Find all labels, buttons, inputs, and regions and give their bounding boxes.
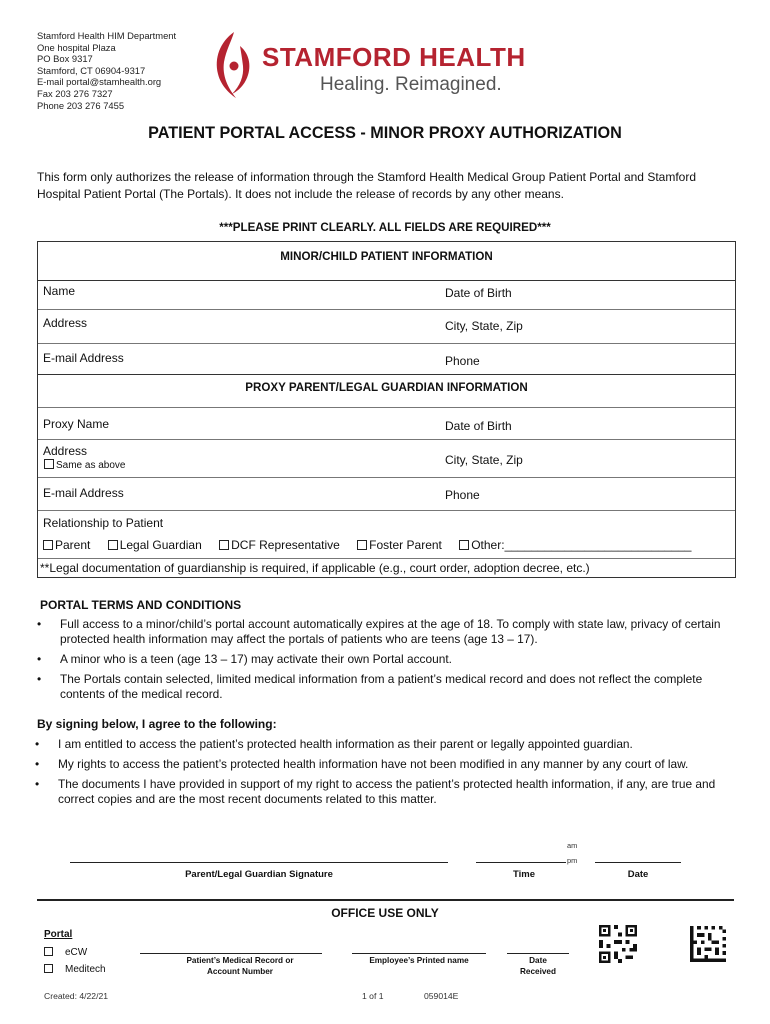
relationship-option-legal-guardian[interactable]	[108, 538, 202, 552]
mrn-line[interactable]	[140, 953, 322, 954]
relationship-option-other[interactable]	[459, 538, 691, 552]
page-number: 1 of 1	[362, 991, 384, 1001]
relationship-option-parent[interactable]	[43, 538, 90, 552]
intro-text: This form only authorizes the release of information through the Stamford Health Medical Group Patient Portal and Stamford Hospital Patient Portal (The Portals). It does not include the release of records by any other means.	[37, 170, 697, 201]
other-checkbox[interactable]	[459, 540, 469, 550]
logo-mark-icon	[210, 28, 258, 100]
address-line: Fax 203 276 7327	[37, 87, 113, 99]
minor-dob-field[interactable]: Date of Birth	[445, 286, 512, 300]
date-received-label-line: Received	[520, 967, 556, 976]
information-box	[37, 241, 736, 578]
relationship-options	[43, 538, 691, 552]
list-item: • My rights to access the patient’s protected health information have not been modified in any manner by any court of law.	[35, 757, 735, 772]
terms-list	[37, 617, 735, 707]
date-received-label-line: Date	[529, 956, 547, 965]
mrn-label-line: Patient’s Medical Record or	[186, 956, 294, 965]
meditech-checkbox[interactable]	[44, 964, 53, 973]
date-label: Date	[627, 869, 649, 880]
proxy-dob-field[interactable]: Date of Birth	[445, 419, 512, 433]
foster-parent-checkbox[interactable]	[357, 540, 367, 550]
relationship-option-foster-parent[interactable]	[357, 538, 442, 552]
parent-checkbox[interactable]	[43, 540, 53, 550]
employee-line[interactable]	[352, 953, 486, 954]
minor-email-field[interactable]: E-mail Address	[43, 351, 124, 365]
dcf-checkbox[interactable]	[219, 540, 229, 550]
proxy-address-field[interactable]: Address	[43, 444, 88, 458]
mrn-label-line: Account Number	[207, 967, 273, 976]
list-item: • I am entitled to access the patient’s protected health information as their parent or legally appointed guardian.	[35, 737, 735, 752]
minor-section-heading: MINOR/CHILD PATIENT INFORMATION	[280, 250, 493, 263]
list-item: • The documents I have provided in support of my right to access the patient’s protected health information, if any, are true and correct copies and are the most recent documents related to this matter.	[35, 777, 735, 807]
portal-option-meditech[interactable]	[44, 964, 106, 975]
terms-heading: PORTAL TERMS AND CONDITIONS	[40, 598, 242, 612]
signature-line[interactable]	[70, 862, 448, 863]
list-item: • Full access to a minor/child’s portal account automatically expires at the age of 18. To comply with state law, privacy of certain protected health information may affect the portals of patients who are teens (age 13 – 17).	[37, 617, 735, 647]
address-line: Stamford, CT 06904-9317	[37, 64, 146, 76]
address-line: E-mail portal@stamhealth.org	[37, 76, 162, 88]
am-label: am	[567, 841, 578, 850]
option-label: Parent	[55, 538, 91, 552]
proxy-city-state-zip-field[interactable]: City, State, Zip	[445, 453, 523, 467]
list-item: • The Portals contain selected, limited medical information from a patient’s medical record and does not reflect the complete contents of the medical record.	[37, 672, 735, 702]
barcode-icon	[690, 926, 726, 962]
proxy-name-field[interactable]: Proxy Name	[43, 417, 110, 431]
agreement-heading: By signing below, I agree to the following:	[37, 717, 277, 731]
divider	[38, 439, 735, 440]
address-line: Phone 203 276 7455	[37, 99, 125, 111]
list-item: • A minor who is a teen (age 13 – 17) may activate their own Portal account.	[37, 652, 735, 667]
option-label: Meditech	[65, 964, 106, 975]
relationship-label: Relationship to Patient	[43, 516, 164, 530]
option-label: DCF Representative	[231, 538, 340, 552]
date-received-line[interactable]	[507, 953, 569, 954]
address-line: One hospital Plaza	[37, 41, 116, 53]
option-label: Legal Guardian	[119, 538, 202, 552]
divider	[38, 510, 735, 511]
stamford-health-logo	[210, 26, 530, 100]
portal-option-ecw[interactable]	[44, 947, 87, 958]
divider	[38, 558, 735, 559]
legal-guardian-checkbox[interactable]	[108, 540, 118, 550]
address-line: PO Box 9317	[37, 53, 93, 65]
same-as-above-label: Same as above	[56, 460, 126, 471]
divider	[38, 477, 735, 478]
ecw-checkbox[interactable]	[44, 947, 53, 956]
date-line[interactable]	[595, 862, 681, 863]
option-label: eCW	[65, 947, 88, 958]
proxy-phone-field[interactable]: Phone	[445, 488, 480, 502]
logo-tagline: Healing. Reimagined.	[320, 74, 502, 95]
divider	[38, 374, 735, 375]
address-line: Stamford Health HIM Department	[37, 30, 177, 41]
divider	[38, 407, 735, 408]
relationship-option-dcf[interactable]	[219, 538, 340, 552]
date-received-label	[507, 955, 569, 977]
minor-phone-field[interactable]: Phone	[445, 354, 480, 368]
barcode-icon	[598, 925, 638, 963]
logo-name: STAMFORD HEALTH	[262, 42, 526, 72]
proxy-email-field[interactable]: E-mail Address	[43, 486, 124, 500]
form-title: PATIENT PORTAL ACCESS - MINOR PROXY AUTHORIZATION	[148, 124, 622, 142]
same-as-above-option[interactable]	[44, 459, 126, 471]
proxy-section-heading: PROXY PARENT/LEGAL GUARDIAN INFORMATION	[245, 381, 528, 394]
time-label: Time	[512, 869, 535, 880]
minor-name-field[interactable]: Name	[43, 284, 76, 298]
guardianship-note: **Legal documentation of guardianship is required, if applicable (e.g., court order, adoption decree, etc.)	[40, 561, 590, 575]
print-clearly-notice: ***PLEASE PRINT CLEARLY. ALL FIELDS ARE REQUIRED***	[219, 221, 551, 234]
time-line[interactable]	[476, 862, 566, 863]
option-label: Other:____________________________	[471, 538, 692, 552]
minor-city-state-zip-field[interactable]: City, State, Zip	[445, 319, 523, 333]
divider	[38, 280, 735, 281]
office-divider	[37, 899, 734, 901]
divider	[38, 309, 735, 310]
form-code: 059014E	[424, 991, 459, 1001]
divider	[38, 343, 735, 344]
agreement-list	[35, 737, 735, 812]
option-label: Foster Parent	[369, 538, 442, 552]
signature-label: Parent/Legal Guardian Signature	[185, 869, 333, 880]
mrn-label	[140, 955, 340, 977]
same-as-above-checkbox[interactable]	[44, 459, 54, 469]
employee-label: Employee’s Printed name	[369, 956, 469, 965]
minor-address-field[interactable]: Address	[43, 316, 88, 330]
pm-label: pm	[567, 856, 578, 865]
portal-label: Portal	[44, 929, 73, 940]
created-date: Created: 4/22/21	[44, 991, 109, 1001]
office-use-heading: OFFICE USE ONLY	[331, 906, 439, 920]
department-address	[37, 30, 176, 111]
